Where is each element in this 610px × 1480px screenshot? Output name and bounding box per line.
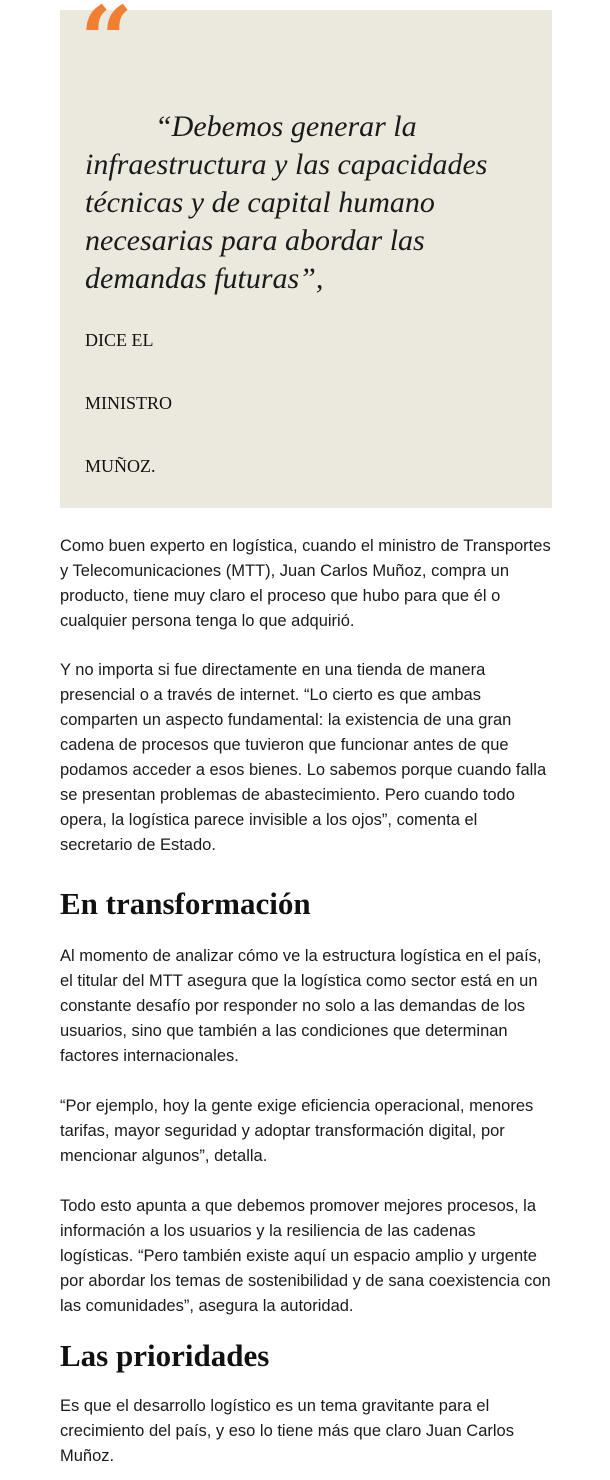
paragraph: “Por ejemplo, hoy la gente exige eficiencia operacional, menores tarifas, mayor seguridad y adoptar transformación digital, por mencionar algunos”, detalla.: [60, 1097, 534, 1165]
paragraph: Es que el desarrollo logístico es un tema gravitante para el crecimiento del país, y eso lo tiene más que claro Juan Carlos Muñoz.: [60, 1397, 514, 1465]
paragraph: Al momento de analizar cómo ve la estructura logística en el país, el titular del MTT asegura que la logística como sector está en un constante desafío por responder no solo a las demandas de los usuarios, sino que también a las condiciones que determinan factores internacionales.: [60, 947, 542, 1065]
attribution-line: MUÑOZ.: [85, 456, 156, 476]
paragraph: Todo esto apunta a que debemos promover mejores procesos, la información a los usuarios y la resiliencia de las cadenas logísticas. “Pero también existe aquí un espacio amplio y urgente por abordar los temas de sostenibilidad y de sana coexistencia con las comunidades”, asegura la autoridad.: [60, 1197, 551, 1315]
paragraph: Y no importa si fue directamente en una tienda de manera presencial o a través de internet. “Lo cierto es que ambas comparten un aspecto fundamental: la existencia de una gran cadena de procesos que tuvieron que funcionar antes de que podamos acceder a esos bienes. Lo sabemos porque cuando falla se presentan problemas de abastecimiento. Pero cuando todo opera, la logística parece invisible a los ojos”, comenta el secretario de Estado.: [60, 661, 547, 854]
pull-quote: [60, 0, 552, 508]
article: [60, 0, 552, 1465]
attribution-line: DICE EL: [85, 330, 154, 350]
paragraph: Como buen experto en logística, cuando el ministro de Transportes y Telecomunicaciones (MTT), Juan Carlos Muñoz, compra un producto, tiene muy claro el proceso que hubo para que él o cualquier persona tenga lo que adquirió.: [60, 537, 551, 630]
section-heading: Las prioridades: [60, 1338, 270, 1373]
quote-attribution: [85, 330, 172, 519]
quote-text: “Debemos generar la infraestructura y las capacidades técnicas y de capital humano necesarias para abordar las demandas futuras”,: [85, 110, 488, 295]
section-heading: En transformación: [60, 886, 311, 921]
attribution-line: MINISTRO: [85, 393, 173, 413]
quote-mark-icon: “: [80, 0, 127, 94]
